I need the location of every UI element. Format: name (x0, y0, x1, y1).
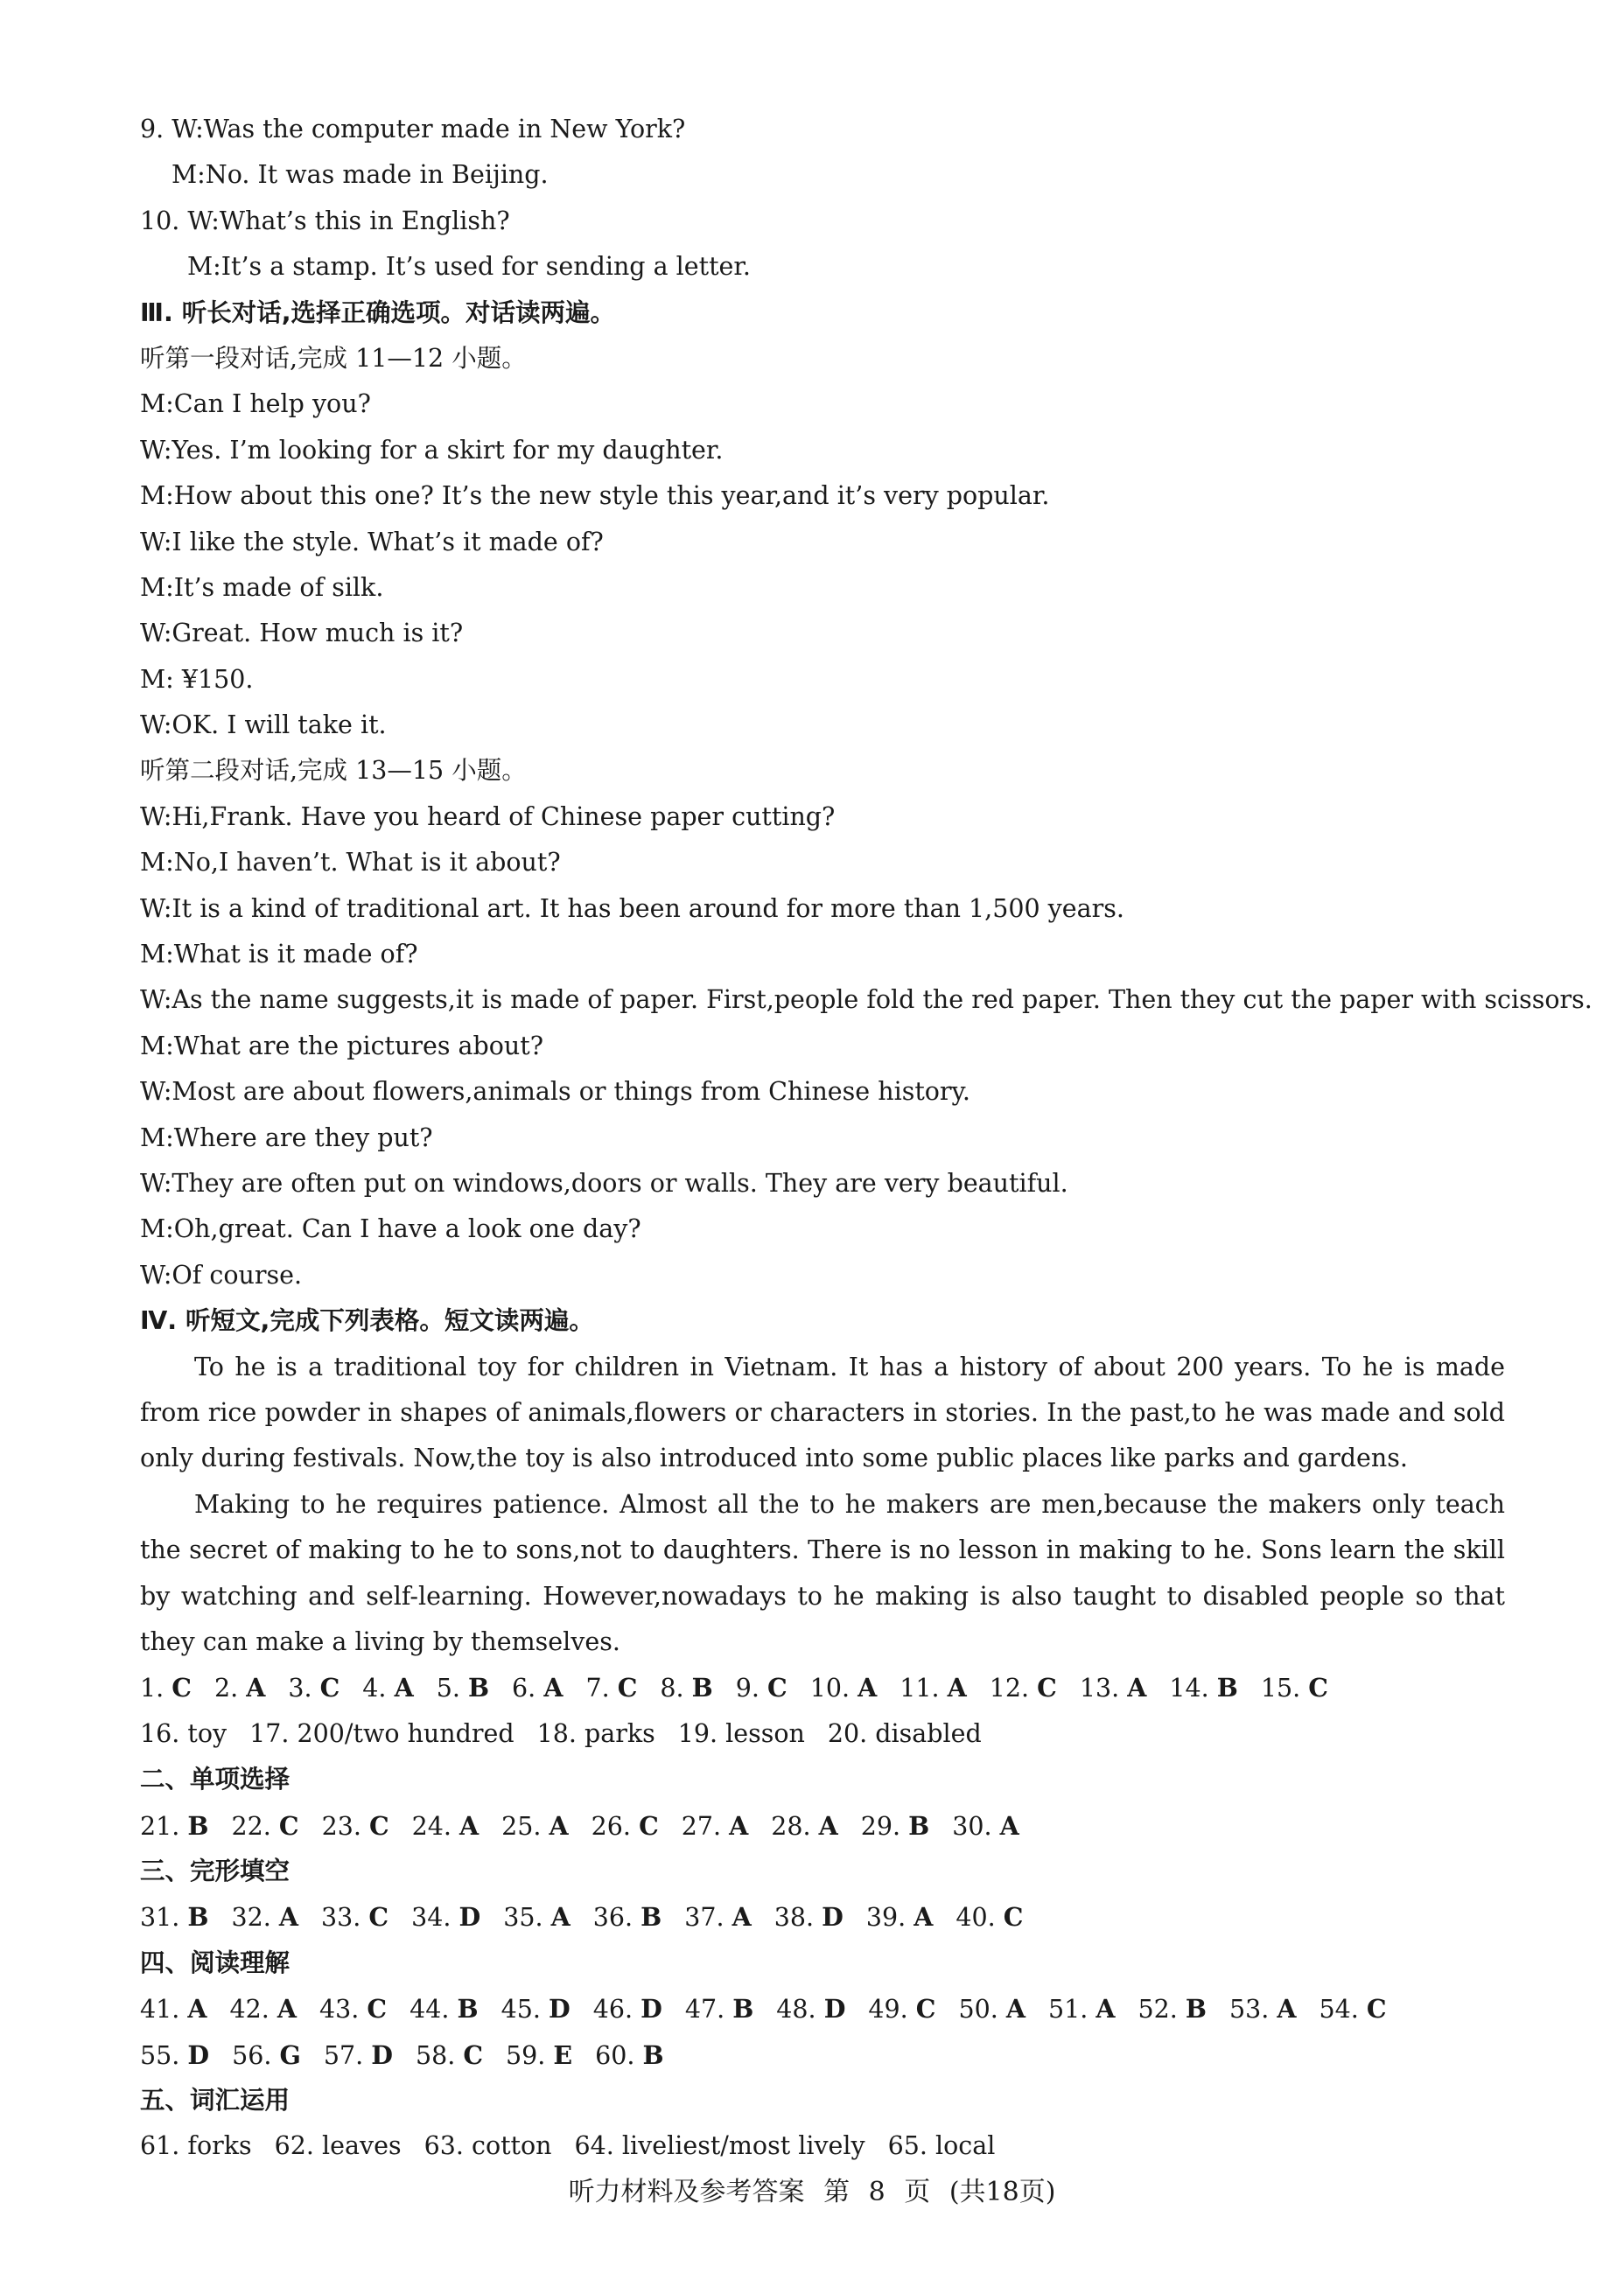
vocab-heading: 五、词汇运用 (140, 2085, 290, 2115)
answer-value: C (1366, 1994, 1387, 2025)
answer-value: E (553, 2039, 573, 2070)
answer-number: 24. (411, 1811, 452, 1841)
answer-number: 51. (1048, 1995, 1088, 2025)
answer-number: 43. (319, 1995, 360, 2025)
answer-value: B (908, 1810, 930, 1841)
answer-item (232, 2032, 301, 2079)
answer-number: 39. (865, 1903, 906, 1933)
dialogue-line: W:I like the style. What’s it made of? (140, 527, 604, 556)
answer-number: 30. (952, 1811, 992, 1841)
answer-item (575, 2123, 865, 2169)
answer-value: C (278, 1810, 299, 1841)
answer-item (828, 1711, 982, 1757)
answer-item (682, 1803, 749, 1850)
part1-intro: 听第一段对话,完成 11—12 小题。 (140, 343, 527, 373)
dialogue-line: W:As the name suggests,it is made of paper. First,people fold the red paper. Then they cut the paper with scissors. (140, 985, 1592, 1015)
passage-paragraph-2: Making to he requires patience. Almost all the to he makers are men,because the makers only teach the secret of making to he to sons,not to daughters. There is no lesson in making to he. Sons learn the skill by watching and self-learning. However,nowadays to he making is also taught to disabled people so that they can make a living by themselves. (140, 1489, 1505, 1656)
answer-item (501, 1986, 570, 2032)
answer-item (684, 1894, 752, 1941)
answer-number: 2. (214, 1674, 239, 1703)
answer-number: 7. (585, 1674, 610, 1703)
answers-16-20 (140, 1711, 1505, 1757)
answer-item (678, 1711, 805, 1757)
answer-value: D (823, 1994, 846, 2025)
cloze-heading: 三、完形填空 (140, 1856, 290, 1885)
answer-value: C (1308, 1673, 1328, 1703)
answer-number: 21. (140, 1811, 180, 1841)
answer-value: B (467, 1673, 490, 1703)
answer-item (231, 1803, 298, 1850)
dialogue-line: M:What is it made of? (140, 940, 418, 969)
answer-item (416, 2032, 483, 2079)
answer-value: leaves (322, 2131, 402, 2161)
dialogue-line: M:What are the pictures about? (140, 1031, 543, 1060)
answer-number: 19. (677, 1718, 718, 1748)
answer-number: 27. (681, 1811, 722, 1841)
answer-item (1080, 1665, 1147, 1711)
answer-number: 36. (592, 1903, 634, 1933)
answer-item (660, 1665, 712, 1711)
vocab-answers (140, 2123, 1505, 2169)
answer-number: 18. (536, 1718, 577, 1748)
answer-value: D (822, 1902, 844, 1933)
answer-value: A (278, 1902, 298, 1933)
answer-value: C (368, 1810, 389, 1841)
page-footer (0, 2170, 1624, 2208)
answer-value: A (187, 1994, 207, 2025)
answer-value: A (1127, 1673, 1147, 1703)
answer-item (503, 1894, 570, 1941)
answer-number: 23. (321, 1811, 361, 1841)
dialogue-line: W:It is a kind of traditional art. It has been around for more than 1,500 years. (140, 893, 1124, 923)
answer-item (411, 1894, 480, 1941)
answer-value: B (640, 1902, 662, 1933)
answer-number: 11. (900, 1674, 940, 1703)
answer-value: C (463, 2039, 484, 2070)
dialogue-part1 (140, 381, 1505, 748)
dialogue-part2 (140, 794, 1592, 1298)
answer-item (501, 1803, 569, 1850)
answer-number: 48. (776, 1995, 816, 2025)
answer-number: 16. (140, 1718, 180, 1748)
answer-number: 44. (410, 1995, 450, 2025)
answer-number: 64. (574, 2131, 614, 2161)
dialogue-line: M:Oh,great. Can I have a look one day? (140, 1214, 641, 1244)
answer-item (868, 1986, 935, 2032)
answer-value: D (458, 1902, 481, 1933)
answer-item (231, 1894, 298, 1941)
answer-value: C (915, 1994, 936, 2025)
answer-item (437, 1665, 489, 1711)
answer-item (537, 1711, 655, 1757)
answer-value: A (246, 1673, 266, 1703)
answer-item (140, 1803, 208, 1850)
answer-item (956, 1894, 1023, 1941)
dialogue-line: M:How about this one? It’s the new style this year,and it’s very popular. (140, 481, 1050, 511)
answer-number: 53. (1229, 1995, 1270, 2025)
answer-number: 6. (512, 1674, 536, 1703)
answer-number: 61. (140, 2131, 180, 2161)
answer-value: A (947, 1673, 967, 1703)
answer-item (412, 1803, 480, 1850)
answer-item (140, 2123, 252, 2169)
dialogue-line: M:Can I help you? (140, 389, 371, 419)
answer-item (952, 1803, 1019, 1850)
answer-item (140, 1711, 227, 1757)
answer-item (585, 1665, 637, 1711)
answer-number: 60. (595, 2040, 635, 2070)
dialogue-line: M:It’s a stamp. It’s used for sending a letter. (187, 252, 751, 282)
answer-item (866, 1894, 934, 1941)
answer-item (592, 1803, 659, 1850)
answer-number: 5. (436, 1674, 460, 1703)
answer-number: 49. (868, 1995, 908, 2025)
single-choice-answers (140, 1803, 1505, 1849)
answer-item (321, 1894, 388, 1941)
answer-item (410, 1986, 478, 2032)
answer-item (595, 2032, 663, 2079)
answer-number: 14. (1169, 1674, 1209, 1703)
answer-value: B (1216, 1673, 1238, 1703)
answer-value: A (732, 1902, 752, 1933)
answer-number: 17. (249, 1718, 290, 1748)
answer-value: B (691, 1673, 713, 1703)
answer-value: lesson (725, 1718, 805, 1748)
answer-value: local (935, 2131, 996, 2161)
answer-number: 56. (232, 2040, 272, 2070)
answer-value: A (914, 1902, 934, 1933)
answer-value: parks (584, 1718, 655, 1748)
single-choice-heading: 二、单项选择 (140, 1765, 290, 1794)
answer-value: C (367, 1994, 388, 2025)
answer-value: A (1096, 1994, 1116, 2025)
footer-page-suffix: 页 (904, 2177, 931, 2207)
answer-number: 8. (660, 1674, 684, 1703)
answer-number: 55. (140, 2040, 180, 2070)
dialogue-line: W:OK. I will take it. (140, 710, 387, 740)
answer-number: 57. (323, 2040, 364, 2070)
passage-paragraph-1: To he is a traditional toy for children in Vietnam. It has a history of about 200 years. To he is made from rice powder in shapes of animals,flowers or characters in stories. In the past,to he was made and sold only during festivals. Now,the toy is also introduced into some public places like parks and gardens. (140, 1352, 1505, 1473)
answer-number: 28. (771, 1811, 811, 1841)
answer-item (249, 1711, 514, 1757)
answer-value: C (319, 1673, 340, 1703)
answer-number: 62. (274, 2131, 314, 2161)
answer-number: 22. (231, 1811, 271, 1841)
answer-number: 31. (140, 1903, 180, 1933)
answer-value: B (187, 1810, 209, 1841)
answer-item (512, 1665, 563, 1711)
answer-value: forks (187, 2131, 252, 2161)
answer-value: A (1277, 1994, 1297, 2025)
reading-answers-row1 (140, 1986, 1505, 2032)
answer-value: A (543, 1673, 564, 1703)
answer-item (888, 2123, 996, 2169)
answer-item (424, 2123, 552, 2169)
footer-title: 听力材料及参考答案 (568, 2177, 805, 2207)
dialogue-line: W:Of course. (140, 1260, 303, 1290)
answer-number: 13. (1079, 1674, 1120, 1703)
answer-value: B (732, 1994, 754, 2025)
dialogue-line: M:No,I haven’t. What is it about? (140, 848, 561, 878)
dialogue-line: 9. W:Was the computer made in New York? (140, 115, 686, 143)
answer-value: A (276, 1994, 298, 2025)
answer-number: 42. (229, 1995, 270, 2025)
answer-item (288, 1665, 340, 1711)
answer-item (771, 1803, 838, 1850)
answer-number: 1. (140, 1674, 164, 1703)
answer-item (1048, 1986, 1116, 2032)
answer-item (275, 2123, 402, 2169)
dialogue-line: W:They are often put on windows,doors or walls. They are very beautiful. (140, 1168, 1068, 1198)
answer-item (322, 1803, 389, 1850)
answer-number: 58. (415, 2040, 456, 2070)
answer-value: 200/two hundred (297, 1718, 514, 1748)
answer-number: 35. (503, 1903, 543, 1933)
answer-item (593, 1894, 662, 1941)
answer-number: 65. (887, 2131, 928, 2161)
answer-value: C (172, 1673, 192, 1703)
answer-number: 3. (288, 1674, 312, 1703)
answer-item (593, 1986, 662, 2032)
dialogue-line: M:No. It was made in Beijing. (172, 160, 549, 190)
answer-value: A (858, 1673, 878, 1703)
answer-item (140, 1665, 192, 1711)
answer-value: toy (187, 1718, 228, 1748)
answer-number: 50. (958, 1995, 998, 2025)
answer-item (230, 1986, 298, 2032)
answer-value: B (642, 2039, 664, 2070)
answer-item (736, 1665, 788, 1711)
answer-item (861, 1803, 929, 1850)
answer-item (1320, 1986, 1387, 2032)
answer-number: 37. (684, 1903, 724, 1933)
answer-value: liveliest/most lively (621, 2131, 865, 2161)
answer-number: 59. (506, 2040, 546, 2070)
answer-number: 15. (1260, 1674, 1301, 1703)
answer-number: 54. (1319, 1995, 1359, 2025)
answer-number: 52. (1138, 1995, 1178, 2025)
answer-item (214, 1665, 265, 1711)
answer-number: 12. (989, 1674, 1030, 1703)
answer-value: A (729, 1810, 749, 1841)
footer-page-prefix: 第 (823, 2177, 850, 2207)
answer-number: 34. (411, 1903, 452, 1933)
answer-value: C (368, 1902, 389, 1933)
answer-item (319, 1986, 387, 2032)
answer-value: C (639, 1810, 659, 1841)
reading-answers-row2 (140, 2032, 1505, 2078)
dialogue-line: W:Yes. I’m looking for a skirt for my daughter. (140, 435, 724, 465)
answer-number: 46. (592, 1995, 634, 2025)
answer-item (1229, 1986, 1297, 2032)
answer-item (990, 1665, 1057, 1711)
answer-item (958, 1986, 1026, 2032)
answer-number: 25. (501, 1811, 542, 1841)
answer-value: B (187, 1902, 209, 1933)
dialogue-line: M:It’s made of silk. (140, 572, 384, 602)
cloze-answers (140, 1894, 1505, 1940)
part2-intro: 听第二段对话,完成 13—15 小题。 (140, 756, 527, 786)
answer-value: A (459, 1810, 480, 1841)
footer-page-number: 8 (868, 2177, 886, 2207)
answer-value: A (1005, 1994, 1026, 2025)
answer-value: disabled (875, 1718, 982, 1748)
answer-number: 26. (591, 1811, 631, 1841)
answer-number: 40. (956, 1903, 996, 1933)
answer-value: C (1037, 1673, 1057, 1703)
dialogue-line: 10. W:What’s this in English? (140, 206, 510, 235)
answer-item (685, 1986, 753, 2032)
answer-number: 32. (231, 1903, 271, 1933)
footer-page-total: (共18页) (948, 2177, 1056, 2207)
answer-number: 20. (827, 1718, 868, 1748)
answer-item (1169, 1665, 1237, 1711)
answer-value: cotton (471, 2131, 552, 2161)
answer-item (1261, 1665, 1328, 1711)
answer-item (140, 1986, 207, 2032)
answer-number: 33. (321, 1903, 361, 1933)
answers-1-15 (140, 1665, 1505, 1710)
answer-number: 63. (424, 2131, 464, 2161)
answer-item (810, 1665, 878, 1711)
dialogue-line: W:Great. How much is it? (140, 619, 464, 648)
dialogue-9-10 (140, 107, 1505, 290)
answer-value: D (640, 1994, 662, 2025)
answer-item (140, 1894, 208, 1941)
answer-number: 47. (684, 1995, 725, 2025)
answer-number: 38. (774, 1903, 815, 1933)
answer-number: 41. (140, 1995, 180, 2025)
section-4-heading: Ⅳ. 听短文,完成下列表格。短文读两遍。 (140, 1306, 594, 1336)
dialogue-line: M: ¥150. (140, 664, 254, 694)
answer-value: G (279, 2039, 301, 2070)
answer-item (774, 1894, 844, 1941)
answer-number: 4. (362, 1674, 387, 1703)
answer-number: 45. (500, 1995, 541, 2025)
answer-item (776, 1986, 845, 2032)
answer-number: 29. (860, 1811, 901, 1841)
answer-value: A (550, 1902, 570, 1933)
answer-item (140, 2032, 209, 2079)
answer-item (506, 2032, 572, 2079)
answer-value: D (548, 1994, 570, 2025)
answer-page (140, 107, 1592, 2170)
answer-value: C (1003, 1902, 1024, 1933)
answer-item (324, 2032, 393, 2079)
answer-item (1138, 1986, 1207, 2032)
reading-heading: 四、阅读理解 (140, 1948, 290, 1977)
answer-value: D (371, 2039, 393, 2070)
dialogue-line: W:Most are about flowers,animals or things from Chinese history. (140, 1077, 970, 1107)
answer-value: C (617, 1673, 638, 1703)
answer-item (900, 1665, 967, 1711)
answer-value: D (187, 2039, 210, 2070)
answer-value: A (394, 1673, 414, 1703)
answer-number: 10. (809, 1674, 850, 1703)
section-3-heading: Ⅲ. 听长对话,选择正确选项。对话读两遍。 (140, 297, 616, 327)
answer-value: B (1185, 1994, 1207, 2025)
answer-value: C (767, 1673, 788, 1703)
answer-value: A (549, 1810, 569, 1841)
dialogue-line: M:Where are they put? (140, 1123, 433, 1152)
answer-value: A (999, 1810, 1019, 1841)
answer-value: A (818, 1810, 838, 1841)
dialogue-line: W:Hi,Frank. Have you heard of Chinese paper cutting? (140, 801, 836, 831)
answer-value: B (457, 1994, 479, 2025)
answer-item (362, 1665, 413, 1711)
answer-number: 9. (735, 1674, 760, 1703)
